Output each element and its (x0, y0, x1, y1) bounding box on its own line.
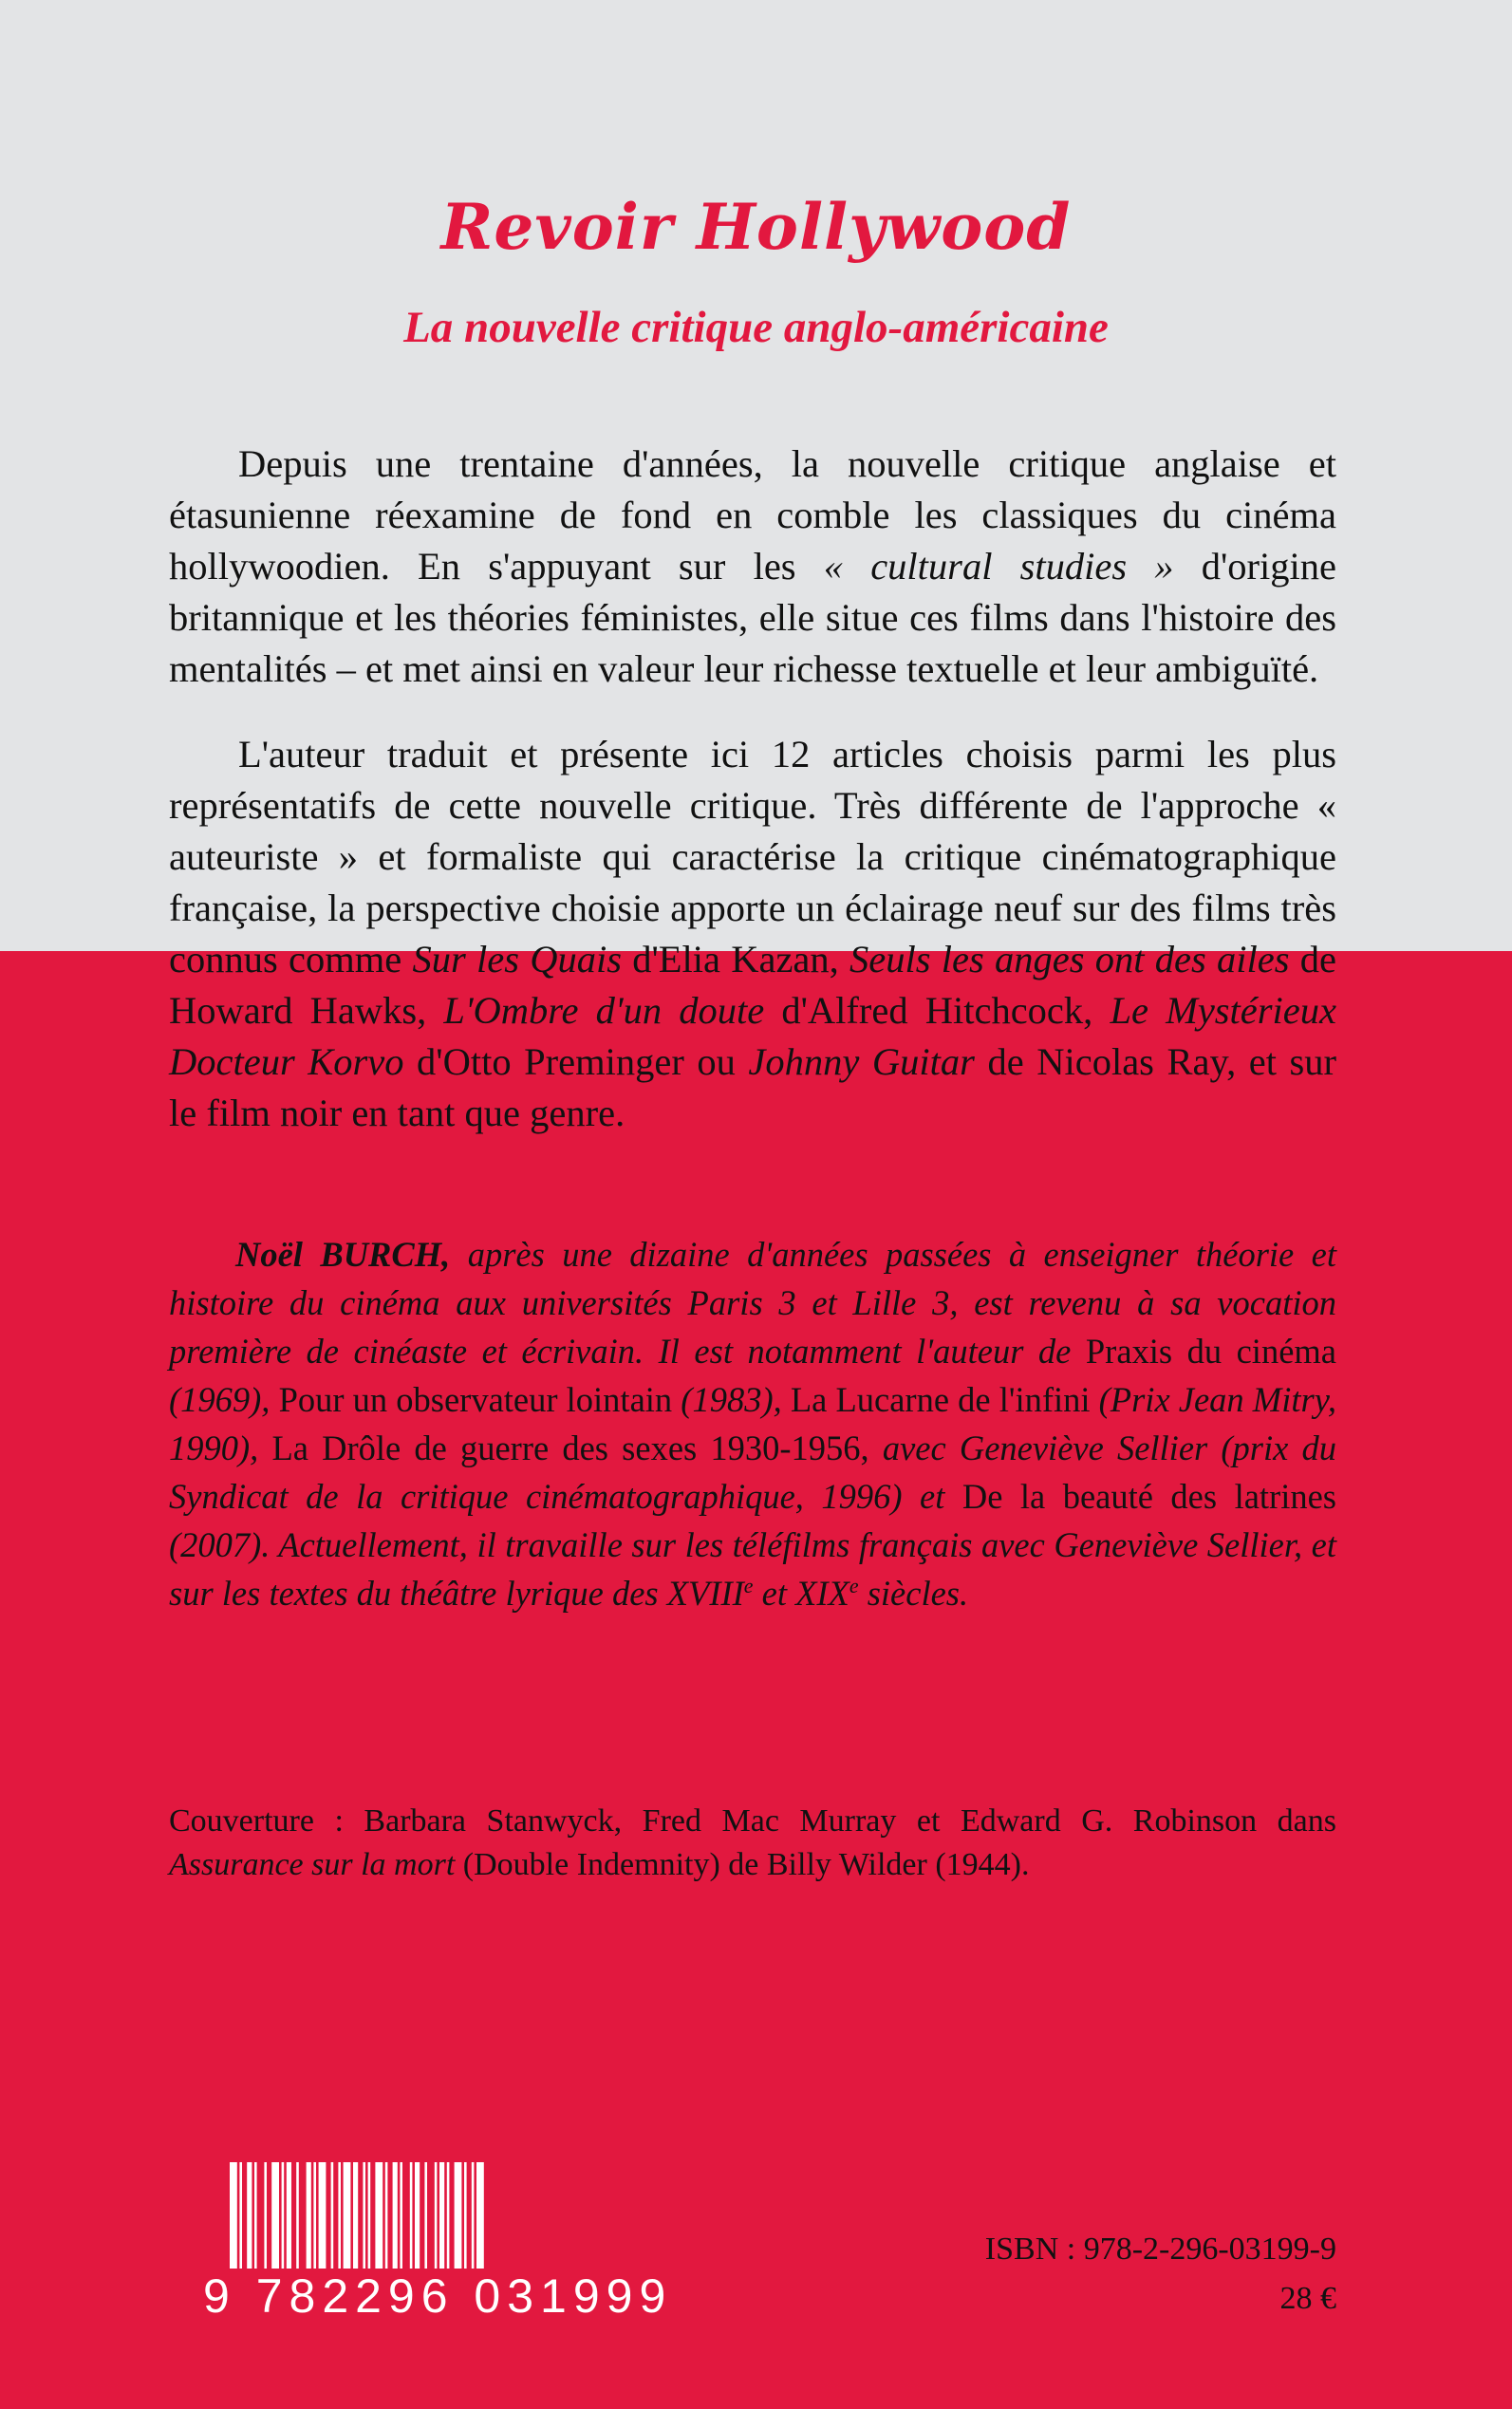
author-bio: Noël BURCH, après une dizaine d'années passées à enseigner théorie et histoire du cinéma aux universités Paris 3 et Lille 3, est revenu à sa vocation première de cinéaste et écrivain. Il est notamment l'auteur de Praxis du cinéma (1969), Pour un observateur lointain (1983), La Lucarne de l'infini (Prix Jean Mitry, 1990), La Drôle de guerre des sexes 1930-1956, avec Geneviève Sellier (prix du Syndicat de la critique cinématographique, 1996) et De la beauté des latrines (2007). Actuellement, il travaille sur les téléfilms français avec Geneviève Sellier, et sur les textes du théâtre lyrique des XVIIIe et XIXe siècles. (169, 1235, 1337, 1613)
description-paragraph-2: L'auteur traduit et présente ici 12 articles choisis parmi les plus représentatifs de cette nouvelle critique. Très différente de l'approche « auteuriste » et formaliste qui caractérise la critique cinématographique française, la perspective choisie apporte un éclairage neuf sur des films très connus comme Sur les Quais d'Elia Kazan, Seuls les anges ont des ailes de Howard Hawks, L'Ombre d'un doute d'Alfred Hitchcock, Le Mystérieux Docteur Korvo d'Otto Preminger ou Johnny Guitar de Nicolas Ray, et sur le film noir en tant que genre. (169, 733, 1336, 1134)
barcode-bar (353, 2162, 358, 2269)
barcode-bar (447, 2162, 450, 2269)
film-title: Sur les Quais (412, 938, 622, 980)
barcode-bar (319, 2162, 327, 2269)
barcode-bar (271, 2162, 279, 2269)
barcode-bar (331, 2162, 334, 2269)
barcode-bar (313, 2162, 316, 2269)
film-title: L'Ombre d'un doute (443, 989, 765, 1032)
book-title-ref: Praxis du cinéma (1085, 1332, 1336, 1371)
barcode-bar (439, 2162, 444, 2269)
barcode-bar (375, 2162, 383, 2269)
barcode-bar (307, 2162, 311, 2269)
barcode-bar (472, 2162, 475, 2269)
isbn: ISBN : 978-2-296-03199-9 (984, 2232, 1336, 2267)
barcode-bar (424, 2162, 427, 2269)
barcode-bar (282, 2162, 285, 2269)
cover-film-title: Assurance sur la mort (169, 1847, 456, 1882)
barcode-bar (254, 2162, 257, 2269)
cultural-studies-term: « cultural studies » (823, 545, 1174, 588)
barcode-bar (363, 2162, 365, 2269)
barcode-bar (247, 2162, 252, 2269)
cover-credit: Couverture : Barbara Stanwyck, Fred Mac Murray et Edward G. Robinson dans Assurance sur la mort (Double Indemnity) de Billy Wilder (1944). (169, 1803, 1336, 1882)
barcode-bars (203, 2162, 556, 2269)
barcode (203, 2162, 673, 2324)
barcode-bar (287, 2162, 291, 2269)
barcode-digits: 9 782296 031999 (203, 2269, 673, 2323)
barcode-bar (415, 2162, 420, 2269)
barcode-bar (385, 2162, 388, 2269)
barcode-bar (476, 2162, 484, 2269)
film-title: Seuls les anges ont des ailes (849, 938, 1290, 980)
book-title: Revoir Hollywood (440, 190, 1072, 264)
barcode-bar (344, 2162, 351, 2269)
description-paragraph-1: Depuis une trentaine d'années, la nouvelle critique anglaise et étasunienne réexamine de fond en comble les classiques du cinéma hollywoodien. En s'appuyant sur les « cultural studies » d'origine britannique et les théories féministes, elle situe ces films dans l'histoire des mentalités – et met ainsi en valeur leur richesse textuelle et leur ambiguïté. (169, 442, 1337, 690)
barcode-bar (435, 2162, 438, 2269)
book-title-ref: La Drôle de guerre des sexes 1930-1956, (271, 1429, 869, 1467)
barcode-bar (464, 2162, 467, 2269)
barcode-bar (230, 2162, 237, 2269)
barcode-bar (264, 2162, 267, 2269)
barcode-bar (239, 2162, 242, 2269)
barcode-bar (400, 2162, 402, 2269)
barcode-bar (455, 2162, 462, 2269)
barcode-bar (393, 2162, 398, 2269)
book-title-ref: La Lucarne de l'infini (790, 1380, 1091, 1419)
barcode-bar (410, 2162, 413, 2269)
film-title: Le Mystérieux Docteur Korvo (169, 989, 1336, 1083)
book-title-ref: Pour un observateur lointain (278, 1380, 673, 1419)
film-title: Johnny Guitar (748, 1040, 975, 1083)
book-subtitle: La nouvelle critique anglo-américaine (403, 303, 1109, 352)
barcode-bar (296, 2162, 299, 2269)
price: 28 € (1279, 2281, 1336, 2316)
barcode-bar (368, 2162, 371, 2269)
author-name: Noël BURCH, (235, 1235, 451, 1274)
barcode-bar (338, 2162, 341, 2269)
book-title-ref: De la beauté des latrines (961, 1477, 1336, 1516)
